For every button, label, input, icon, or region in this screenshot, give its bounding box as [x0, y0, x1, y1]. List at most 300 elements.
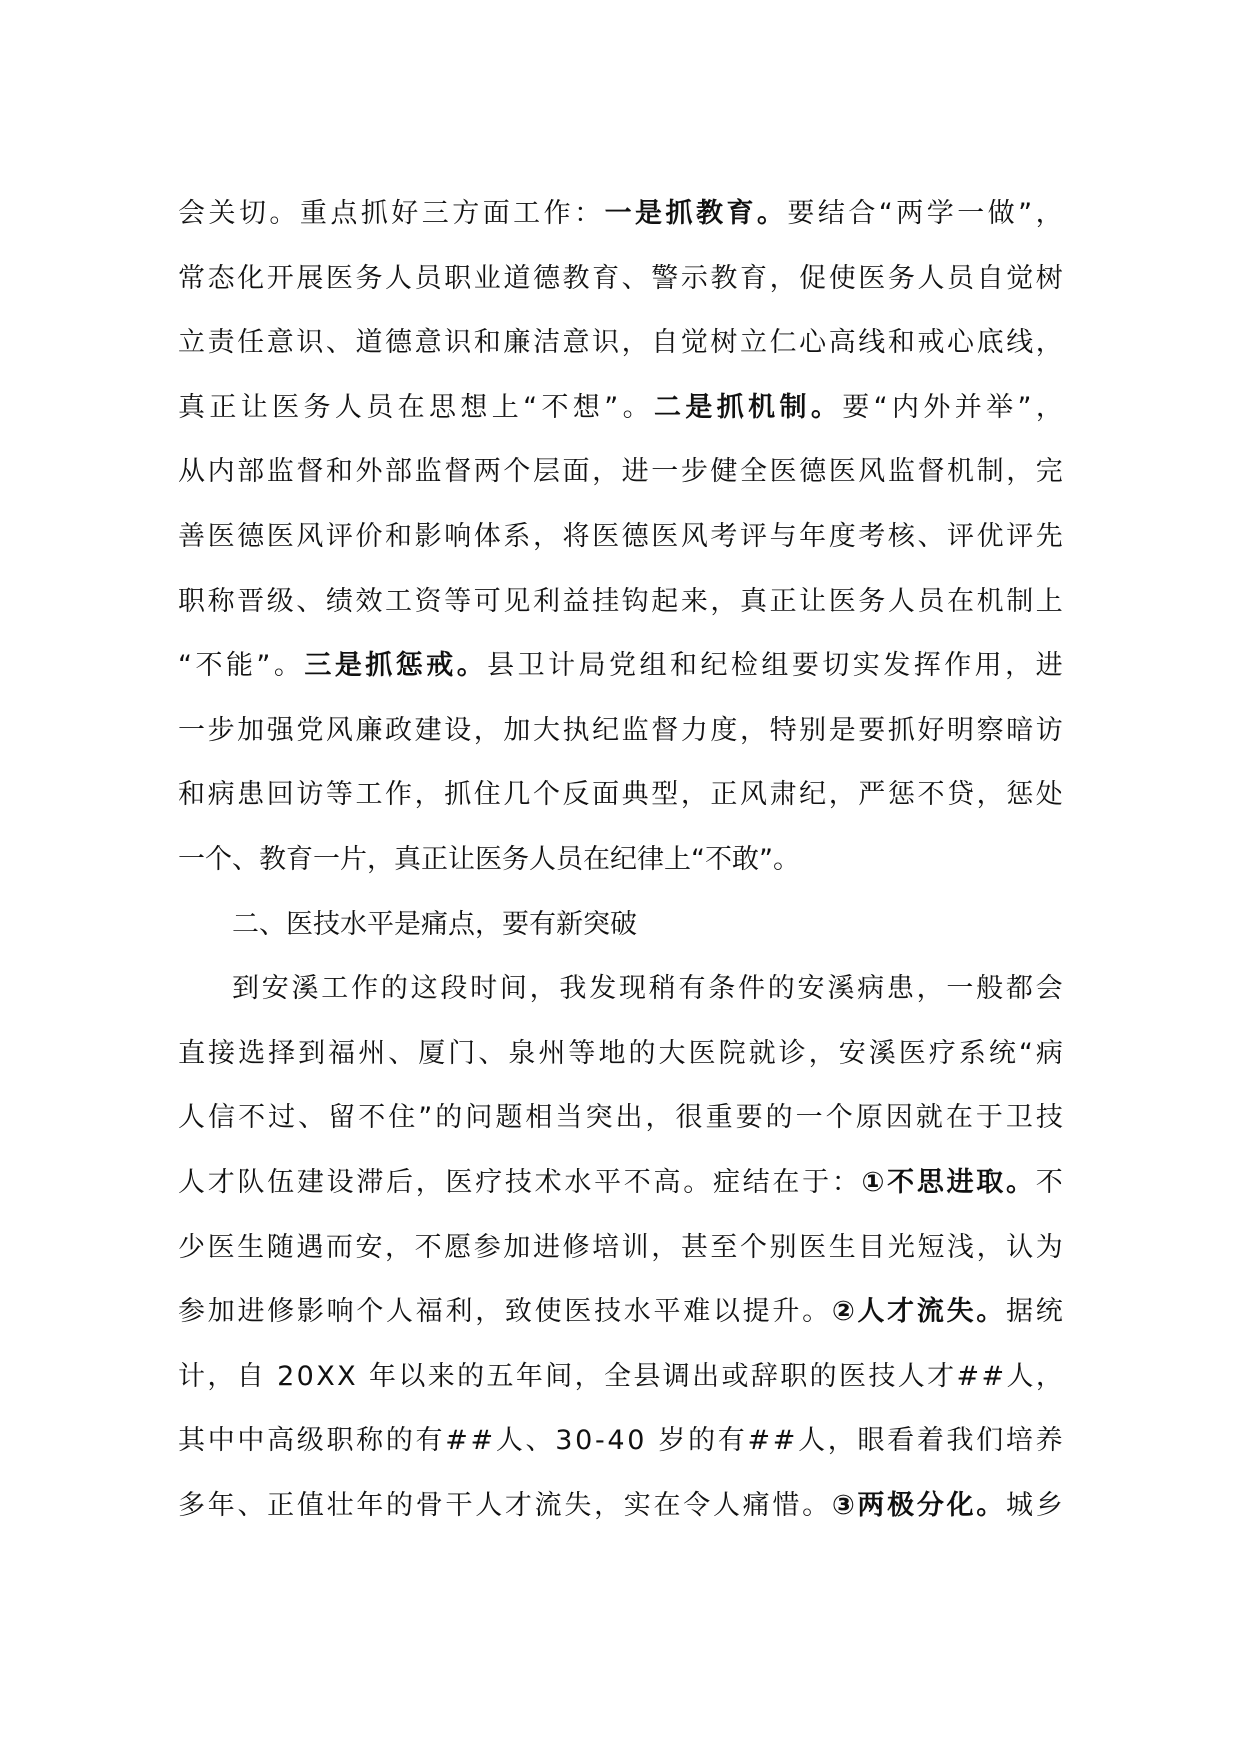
text-line	[178, 505, 1063, 570]
text-char: 工	[355, 779, 383, 811]
text-char: 绩	[325, 585, 353, 617]
text-char: 的	[380, 973, 408, 1005]
text-char: 方	[452, 198, 480, 229]
text-char: 设	[326, 1166, 354, 1198]
text-char: 是	[394, 908, 421, 940]
text-char: 人	[178, 1166, 205, 1198]
text-char: 严	[858, 779, 886, 811]
text-char: 加	[207, 1296, 235, 1328]
text-char: 使	[534, 1296, 562, 1328]
bold-text-char: 三	[304, 650, 332, 682]
text-char: 以	[712, 1296, 740, 1328]
text-char: 上	[1035, 585, 1063, 617]
text-char: 要	[791, 650, 819, 682]
text-char: 在	[772, 1166, 800, 1198]
body-text	[178, 182, 1063, 1538]
text-char: #	[956, 1360, 980, 1392]
text-char: 警	[651, 262, 679, 294]
text-char: 展	[296, 262, 324, 294]
text-char: 流	[534, 1489, 562, 1521]
text-char: 人	[712, 1489, 740, 1521]
text-char: ，	[808, 1037, 836, 1069]
text-char: 思	[429, 391, 456, 423]
text-char: 组	[639, 650, 667, 682]
text-char: 点	[448, 908, 475, 940]
text-char: 作	[385, 779, 413, 811]
text-char: 技	[594, 1296, 622, 1328]
text-char: 两	[896, 198, 924, 229]
text-char: 医	[838, 1360, 866, 1392]
text-char: 、	[259, 908, 286, 940]
text-char: 人	[887, 585, 915, 617]
text-char: 令	[683, 1489, 711, 1521]
text-line	[178, 634, 1063, 699]
text-char: 才	[504, 1489, 532, 1521]
text-char: 职	[178, 585, 205, 617]
text-char: 就	[748, 1037, 776, 1069]
text-char: 利	[532, 585, 560, 617]
text-char: ，	[828, 779, 856, 811]
text-char: 贷	[947, 779, 975, 811]
text-char: ，	[475, 908, 502, 940]
text-char: ，	[1035, 198, 1063, 229]
text-char: 院	[718, 1037, 746, 1069]
text-char: 访	[296, 779, 324, 811]
text-char: 人	[529, 843, 556, 875]
text-char: 从	[178, 456, 205, 488]
text-char: 人	[334, 391, 362, 423]
text-char: 医	[828, 585, 856, 617]
text-char: 肃	[769, 779, 797, 811]
text-char: 中	[207, 1425, 235, 1457]
text-char: 检	[730, 650, 758, 682]
text-char: 识	[444, 327, 472, 359]
text-char: 务	[502, 843, 529, 875]
text-char: 要	[735, 1102, 763, 1134]
text-char: 、	[478, 1037, 506, 1069]
text-char: 风	[739, 779, 767, 811]
text-char: 失	[564, 1489, 592, 1521]
text-char: 部	[385, 456, 413, 488]
text-char: 树	[1035, 262, 1063, 294]
text-char: 职	[444, 262, 472, 294]
text-char: 考	[858, 520, 886, 552]
text-char: 优	[976, 520, 1004, 552]
text-char: ，	[385, 1231, 413, 1263]
text-char: 要	[787, 198, 815, 229]
text-char: 真	[178, 391, 205, 423]
text-char: 级	[266, 585, 294, 617]
text-char: 0	[296, 1360, 314, 1392]
bold-text-char: 。	[756, 198, 784, 229]
text-char: 县	[633, 1360, 661, 1392]
text-char: 患	[237, 779, 265, 811]
text-char: 个	[205, 843, 232, 875]
text-char: 执	[562, 714, 590, 746]
text-char: ，	[645, 1102, 673, 1134]
text-char: 不	[238, 1102, 266, 1134]
bold-text-char: 机	[748, 391, 776, 423]
text-char: 党	[296, 714, 324, 746]
text-char: 不	[414, 1231, 442, 1263]
text-char: “	[178, 650, 192, 682]
text-char: 修	[562, 1231, 590, 1263]
text-char: 年	[515, 1360, 543, 1392]
text-char: 上	[491, 391, 519, 423]
text-char: 实	[852, 650, 880, 682]
text-char: 开	[266, 262, 294, 294]
bold-text-char: 极	[887, 1489, 915, 1521]
text-char: 强	[266, 714, 294, 746]
text-char: 业	[473, 262, 501, 294]
text-char: 德	[621, 520, 649, 552]
bold-text-char: 一	[604, 198, 632, 229]
text-char: 年	[356, 1489, 384, 1521]
bold-text-char: 才	[887, 1296, 915, 1328]
text-char: 有	[529, 908, 556, 940]
text-line	[178, 1280, 1063, 1345]
text-char: 痛	[421, 908, 448, 940]
text-char: 几	[503, 779, 531, 811]
text-char: 道	[503, 262, 531, 294]
text-char: 进	[532, 1231, 560, 1263]
text-char: ，	[473, 714, 501, 746]
text-char: 县	[487, 650, 515, 682]
bold-text-char: 取	[976, 1166, 1004, 1198]
text-char: 的	[628, 1037, 656, 1069]
text-char: 信	[208, 1102, 236, 1134]
text-char: 正	[267, 1489, 295, 1521]
bold-text-char: 分	[916, 1489, 944, 1521]
text-char: 医	[475, 843, 502, 875]
text-char: 疗	[928, 1037, 956, 1069]
text-char: X	[316, 1360, 335, 1392]
text-char: 一	[178, 843, 205, 875]
text-char: 安	[261, 973, 289, 1005]
text-char: 风	[858, 456, 886, 488]
text-char: 员	[414, 262, 442, 294]
bold-text-char: 失	[946, 1296, 974, 1328]
text-char: 实	[623, 1489, 651, 1521]
text-char: 要	[502, 908, 529, 940]
text-char: 等	[444, 585, 472, 617]
text-char: 2	[277, 1360, 295, 1392]
text-char: 想	[572, 391, 600, 423]
text-line	[178, 570, 1063, 635]
text-char: 问	[465, 1102, 493, 1134]
text-char: 多	[178, 1489, 205, 1521]
text-char: 都	[1005, 973, 1033, 1005]
text-char: ，	[415, 1166, 443, 1198]
text-char: 水	[340, 908, 367, 940]
text-char: ，	[710, 585, 738, 617]
text-char: 片	[340, 843, 367, 875]
text-char: 安	[797, 973, 825, 1005]
text-char: 个	[825, 1102, 853, 1134]
text-char: 的	[765, 1102, 793, 1134]
text-char: 觉	[1006, 262, 1034, 294]
text-char: 点	[330, 198, 358, 229]
text-char: 制	[1006, 585, 1034, 617]
text-char: 让	[448, 843, 475, 875]
text-char: ，	[414, 779, 442, 811]
text-char: 不	[705, 843, 732, 875]
text-char: ，	[1005, 650, 1033, 682]
text-char: 作	[944, 650, 972, 682]
bold-text-char: 。	[1006, 1166, 1033, 1198]
text-char: 很	[675, 1102, 703, 1134]
text-char: 能	[225, 650, 253, 682]
text-char: 外	[923, 391, 951, 423]
text-char: 、	[325, 327, 353, 359]
text-char: 加	[503, 714, 531, 746]
text-line	[178, 1345, 1063, 1410]
text-char: 层	[532, 456, 560, 488]
text-char: ，	[1035, 327, 1063, 359]
text-char: 大	[532, 714, 560, 746]
text-char: 城	[1006, 1489, 1033, 1521]
text-char: 进	[237, 1296, 265, 1328]
text-char: 风	[296, 520, 324, 552]
text-char: 员	[556, 843, 583, 875]
text-char: ：	[574, 198, 602, 229]
text-char: 、	[917, 520, 945, 552]
text-char: 钩	[621, 585, 649, 617]
text-char: 识	[592, 327, 620, 359]
text-char: 突	[585, 1102, 613, 1134]
text-char: “	[1018, 1037, 1033, 1069]
text-char: 工	[321, 973, 349, 1005]
text-char: 级	[296, 1425, 324, 1457]
text-char: 和	[385, 520, 413, 552]
text-char: 戒	[917, 327, 945, 359]
text-char: 结	[742, 1166, 770, 1198]
text-char: 地	[598, 1037, 626, 1069]
text-char: 一	[957, 198, 985, 229]
text-char: 德	[799, 456, 827, 488]
text-char: 重	[705, 1102, 733, 1134]
text-char: 道	[355, 327, 383, 359]
text-char: 选	[238, 1037, 266, 1069]
text-char: 线	[858, 327, 886, 359]
text-char: 暗	[1006, 714, 1034, 746]
text-char: 浅	[947, 1231, 975, 1263]
text-char: 溪	[291, 973, 319, 1005]
text-char: 人	[1006, 1360, 1034, 1392]
text-char: 廉	[503, 327, 531, 359]
text-char: 仁	[769, 327, 797, 359]
text-char: 育	[286, 843, 313, 875]
text-char: 德	[385, 327, 413, 359]
text-char: 看	[887, 1425, 915, 1457]
text-char: 、	[232, 843, 259, 875]
text-char: 值	[296, 1489, 324, 1521]
text-char: 、	[296, 585, 324, 617]
text-char: 在	[945, 1102, 973, 1134]
text-char: 来	[427, 1360, 455, 1392]
text-char: 度	[710, 714, 738, 746]
text-char: 间	[499, 973, 527, 1005]
text-line	[178, 763, 1063, 828]
bold-text-char: 。	[976, 1296, 1004, 1328]
text-char: 医	[688, 1037, 716, 1069]
text-char: 进	[621, 456, 649, 488]
text-char: 内	[207, 456, 235, 488]
text-char: 化	[237, 262, 265, 294]
text-char: ，	[976, 1231, 1004, 1263]
text-char: 或	[721, 1360, 749, 1392]
text-char: 一	[795, 1102, 823, 1134]
text-char: 才	[207, 1166, 235, 1198]
text-char: 参	[178, 1296, 205, 1328]
text-char: 监	[266, 456, 294, 488]
text-char: 升	[772, 1296, 800, 1328]
text-char: 据	[1006, 1296, 1033, 1328]
text-char: 觉	[680, 327, 708, 359]
text-char: 住	[388, 1102, 416, 1134]
text-char: 员	[947, 262, 975, 294]
text-char: 切	[822, 650, 850, 682]
text-char: 不	[541, 391, 569, 423]
text-char: 员	[917, 585, 945, 617]
text-char: 提	[742, 1296, 770, 1328]
text-char: 遇	[296, 1231, 324, 1263]
text-char: 德	[532, 262, 560, 294]
text-char: 水	[564, 1166, 592, 1198]
text-char: 。	[269, 198, 297, 229]
text-line	[178, 247, 1063, 312]
text-char: 体	[473, 520, 501, 552]
text-char: 举	[986, 391, 1014, 423]
text-char: 着	[916, 1425, 944, 1457]
text-char: 力	[680, 714, 708, 746]
text-char: ，	[651, 1231, 679, 1263]
text-char: 两	[473, 456, 501, 488]
text-char: 抓	[887, 714, 915, 746]
text-char: 意	[414, 327, 442, 359]
text-char: 于	[802, 1166, 830, 1198]
text-char: 有	[717, 1425, 745, 1457]
bold-text-char: 是	[635, 198, 663, 229]
text-char: 症	[712, 1166, 740, 1198]
text-char: 和	[887, 327, 915, 359]
text-char: 诊	[778, 1037, 806, 1069]
text-char: 工	[513, 198, 541, 229]
text-char: 响	[444, 520, 472, 552]
bold-text-char: 育	[726, 198, 754, 229]
text-char: 正	[710, 779, 738, 811]
text-char: 短	[917, 1231, 945, 1263]
text-char: 全	[739, 456, 767, 488]
text-char: 目	[858, 1231, 886, 1263]
text-char: 会	[178, 198, 205, 229]
text-char: 让	[240, 391, 268, 423]
text-char: 员	[366, 391, 394, 423]
text-char: 。	[622, 391, 650, 423]
text-char: 、	[237, 1489, 265, 1521]
text-char: 人	[475, 1489, 503, 1521]
text-char: 正	[769, 585, 797, 617]
text-char: 自	[651, 327, 679, 359]
text-char: 滞	[356, 1166, 384, 1198]
text-char: 留	[328, 1102, 356, 1134]
text-char: 一	[651, 456, 679, 488]
text-char: 、	[621, 262, 649, 294]
text-char: 和	[473, 327, 501, 359]
text-char: 培	[592, 1231, 620, 1263]
text-char: 医	[769, 456, 797, 488]
text-char: 个	[532, 779, 560, 811]
text-char: 效	[355, 585, 383, 617]
text-line	[178, 1474, 1063, 1539]
bold-text-char: ③	[831, 1489, 855, 1521]
text-char: 处	[1035, 779, 1063, 811]
text-char: 技	[1035, 1102, 1063, 1134]
text-char: 认	[1006, 1231, 1034, 1263]
text-char: 务	[858, 585, 886, 617]
text-char: 的	[385, 1425, 413, 1457]
text-char	[647, 1409, 656, 1474]
text-char: 影	[414, 520, 442, 552]
text-char: 合	[848, 198, 876, 229]
text-char: 关	[208, 198, 236, 229]
text-char: 明	[947, 714, 975, 746]
text-char: 统	[1035, 1296, 1063, 1328]
text-char: 医	[799, 1231, 827, 1263]
text-char: 患	[886, 973, 914, 1005]
text-char: 教	[562, 262, 590, 294]
text-char: 加	[237, 714, 265, 746]
text-char: 医	[828, 456, 856, 488]
text-char: ，	[769, 262, 797, 294]
text-char: 人	[385, 262, 413, 294]
text-char: 进	[1035, 650, 1063, 682]
text-char: ，	[367, 843, 394, 875]
text-char: 在	[653, 1489, 681, 1521]
text-char: 教	[710, 262, 738, 294]
text-char: 医	[592, 520, 620, 552]
text-char: 个	[739, 1231, 767, 1263]
text-char: ，	[592, 456, 620, 488]
text-char: 纪	[799, 779, 827, 811]
text-char: 自	[976, 262, 1004, 294]
text-char: 稍	[648, 973, 676, 1005]
text-char: ，	[1035, 391, 1063, 423]
text-char: 原	[855, 1102, 883, 1134]
text-char: 意	[266, 327, 294, 359]
text-char: 和	[325, 456, 353, 488]
text-char: 题	[495, 1102, 523, 1134]
text-char: 才	[927, 1360, 955, 1392]
text-char: 训	[621, 1231, 649, 1263]
text-char: 段	[440, 973, 468, 1005]
bold-text-char: 是	[685, 391, 713, 423]
text-line	[178, 828, 1063, 893]
text-char: 作	[543, 198, 571, 229]
text-char: 务	[887, 262, 915, 294]
text-char: ：	[831, 1166, 859, 1198]
text-char: 促	[799, 262, 827, 294]
text-char: 门	[448, 1037, 476, 1069]
text-char: 正	[421, 843, 448, 875]
bold-text-char: 抓	[365, 650, 393, 682]
text-char: 监	[414, 456, 442, 488]
text-char: 想	[460, 391, 488, 423]
text-char: #	[772, 1425, 796, 1457]
text-char: 少	[178, 1231, 205, 1263]
text-char: 其	[178, 1425, 205, 1457]
text-char: 新	[556, 908, 583, 940]
